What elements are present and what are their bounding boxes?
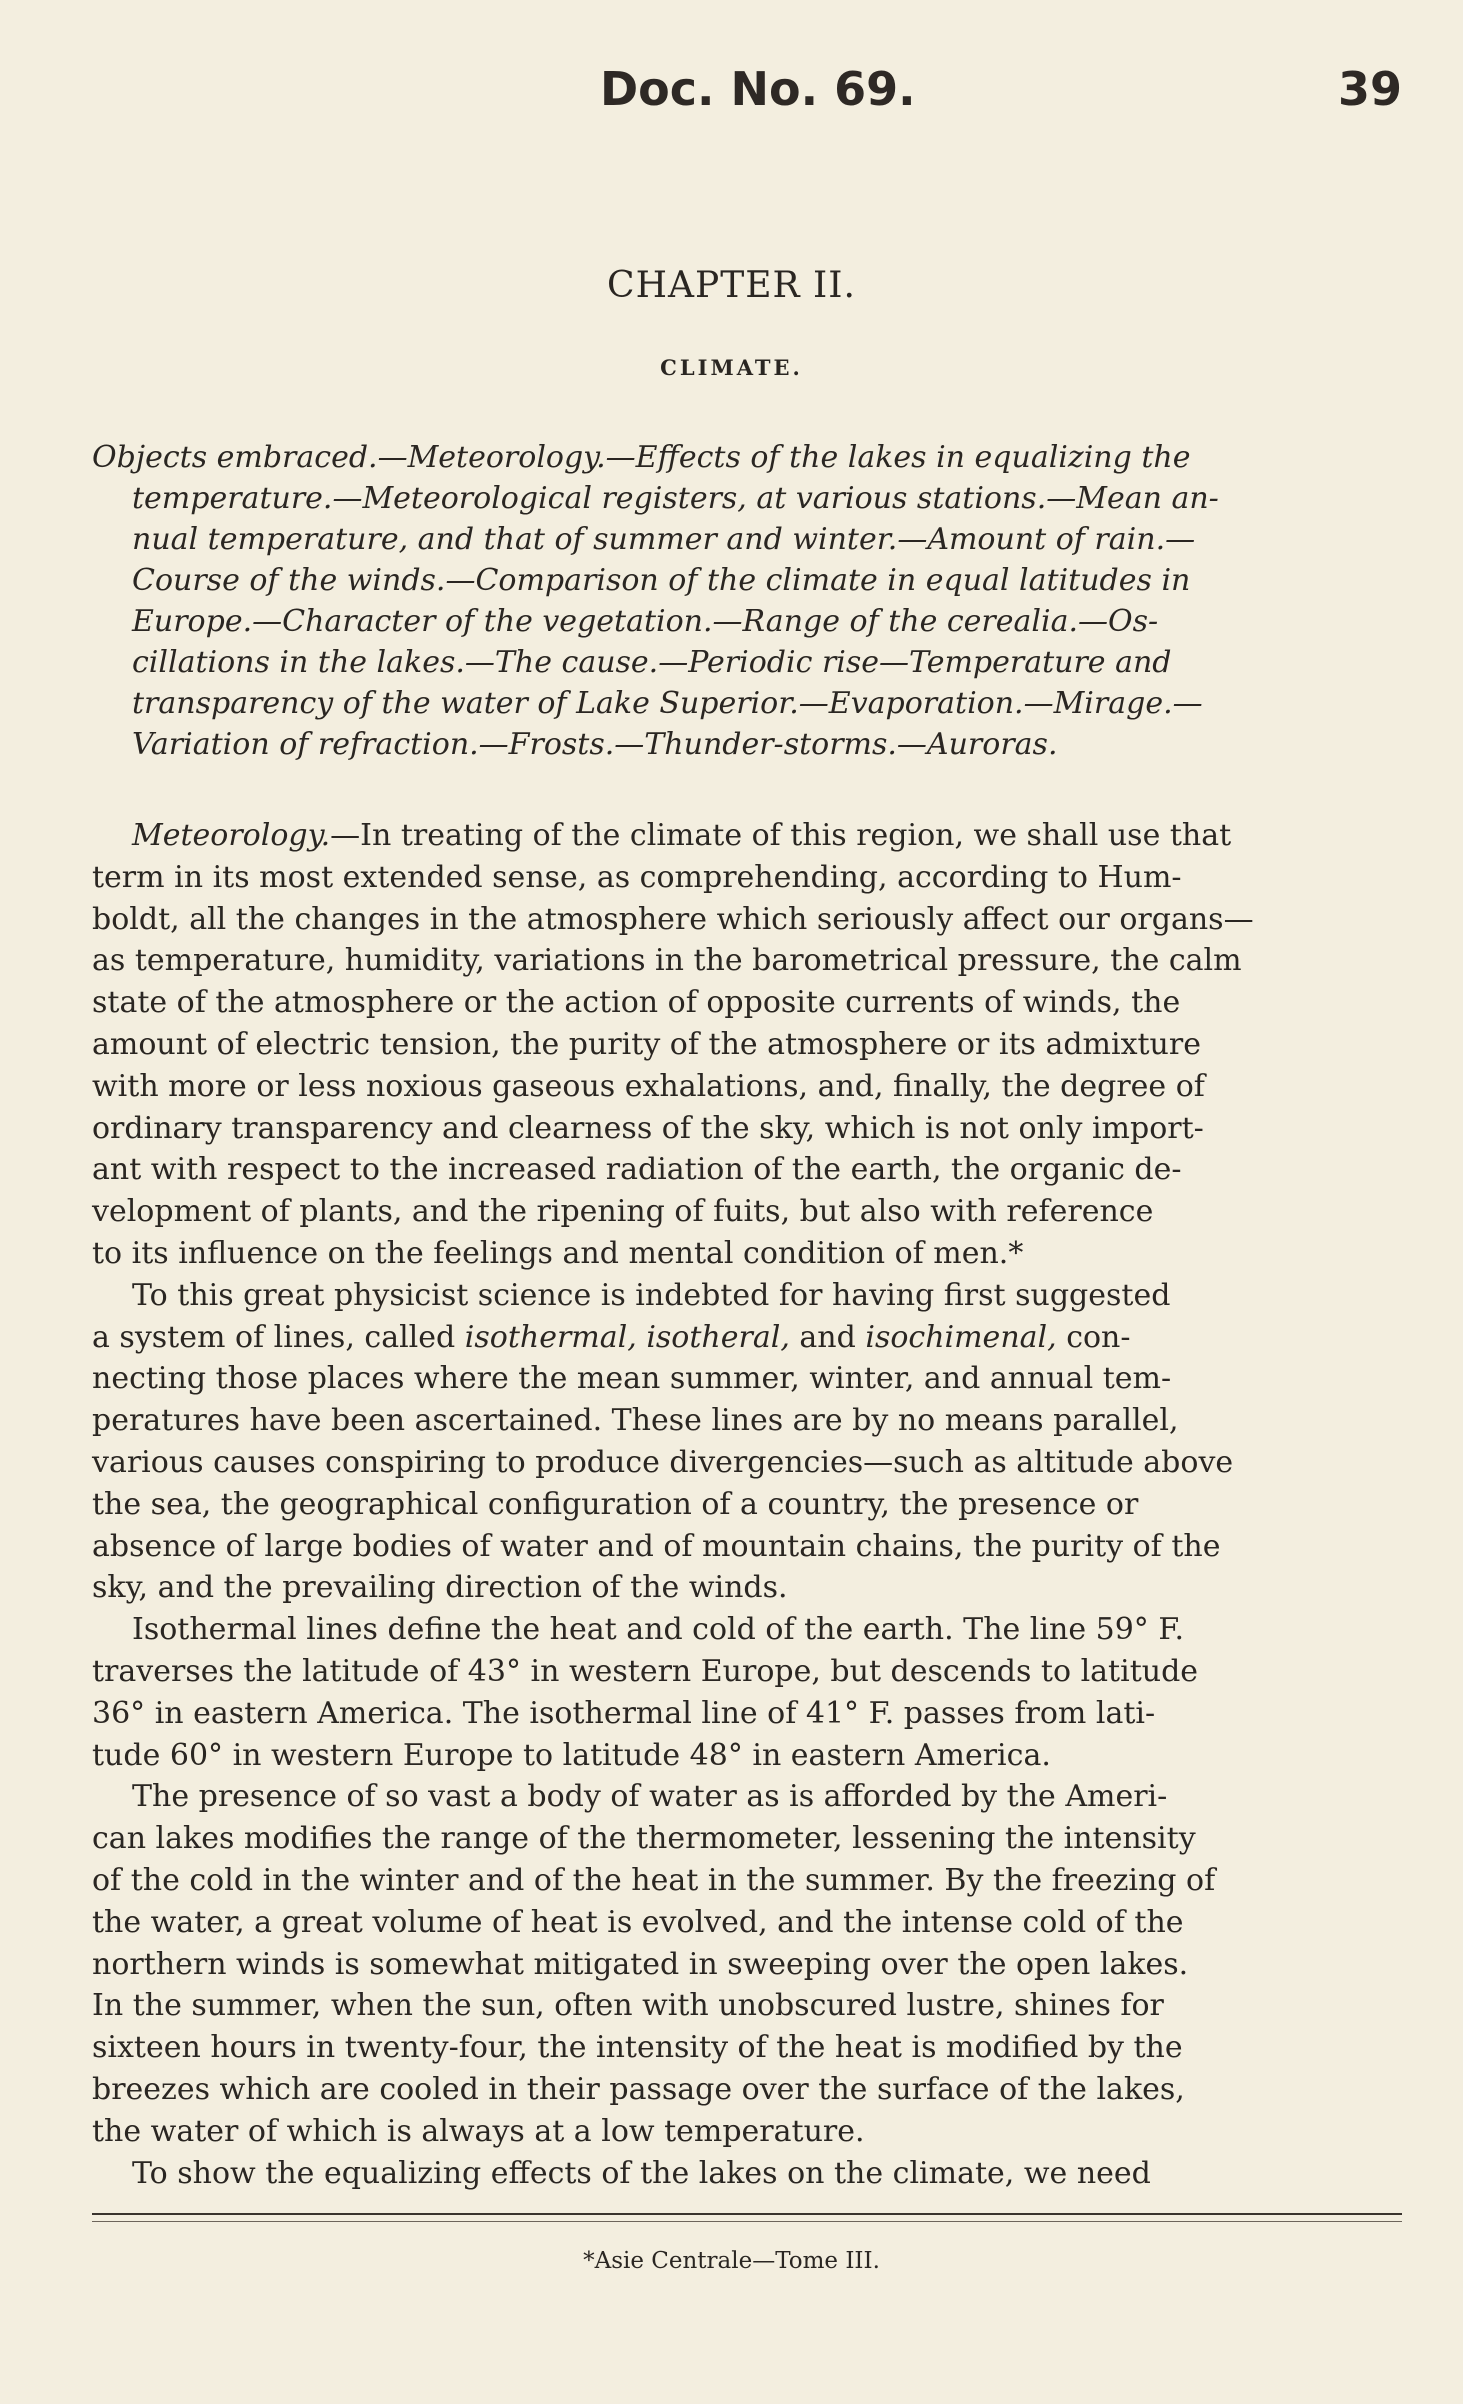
- chapter-title: CHAPTER II.: [607, 265, 856, 306]
- paragraph-line: northern winds is somewhat mitigated in sweeping over the open lakes.: [92, 1946, 1189, 1982]
- footnote-rule: [92, 2221, 1402, 2222]
- paragraph-line: absence of large bodies of water and of mountain chains, the purity of the: [92, 1528, 1221, 1564]
- footnote-rule: [92, 2213, 1402, 2215]
- paragraph-text: and: [789, 1319, 866, 1355]
- paragraph-line: term in its most extended sense, as comprehending, according to Hum-: [92, 859, 1182, 895]
- paragraph-line: To this great physicist science is indebted for having first suggested: [132, 1277, 1171, 1313]
- body-text: [92, 815, 1398, 2194]
- paragraph-line: of the cold in the winter and of the heat in the summer. By the freezing of: [92, 1862, 1216, 1898]
- paragraph-text: —In treating of the climate of this region, we shall use that: [330, 818, 1232, 853]
- synopsis-line: temperature.—Meteorological registers, at various stations.—Mean an-: [132, 481, 1219, 516]
- paragraph-line: as temperature, humidity, variations in the barometrical pressure, the calm: [92, 943, 1242, 979]
- document-number: Doc. No. 69.: [600, 62, 916, 116]
- paragraph-text: con-: [1056, 1319, 1131, 1355]
- paragraph-line: to its influence on the feelings and mental condition of men.*: [92, 1235, 1024, 1271]
- section-title: CLIMATE.: [660, 355, 803, 380]
- paragraph-line: [92, 1317, 1398, 1359]
- chapter-synopsis: [92, 437, 1394, 765]
- paragraph-line: can lakes modifies the range of the thermometer, lessening the intensity: [92, 1821, 1196, 1857]
- paragraph-line: necting those places where the mean summer, winter, and annual tem-: [92, 1361, 1172, 1397]
- paragraph-line: peratures have been ascertained. These lines are by no means parallel,: [92, 1403, 1179, 1439]
- paragraph-line: breezes which are cooled in their passage over the surface of the lakes,: [92, 2071, 1185, 2107]
- term-isochimenal: isochimenal,: [865, 1319, 1057, 1355]
- paragraph-line: ant with respect to the increased radiation of the earth, the organic de-: [92, 1152, 1182, 1188]
- synopsis-line: transparency of the water of Lake Superior.—Evaporation.—Mirage.—: [132, 686, 1203, 721]
- paragraph-line: Isothermal lines define the heat and cold of the earth. The line 59° F.: [132, 1612, 1184, 1648]
- paragraph-line: state of the atmosphere or the action of opposite currents of winds, the: [92, 985, 1181, 1021]
- paragraph-line: tude 60° in western Europe to latitude 48° in eastern America.: [92, 1737, 1051, 1773]
- synopsis-line: cillations in the lakes.—The cause.—Periodic rise—Temperature and: [132, 645, 1172, 680]
- paragraph-text: a system of lines, called: [92, 1319, 465, 1355]
- paragraph-line: [92, 815, 1398, 857]
- paragraph-line: The presence of so vast a body of water as is afforded by the Ameri-: [132, 1779, 1168, 1815]
- footnote: *Asie Centrale—Tome III.: [583, 2248, 880, 2274]
- paragraph-line: ordinary transparency and clearness of the sky, which is not only import-: [92, 1110, 1204, 1146]
- term-isothermal: isothermal,: [464, 1319, 637, 1355]
- paragraph-line: traverses the latitude of 43° in western Europe, but descends to latitude: [92, 1653, 1199, 1689]
- paragraph-line: various causes conspiring to produce divergencies—such as altitude above: [92, 1444, 1234, 1480]
- paragraph-line: 36° in eastern America. The isothermal line of 41° F. passes from lati-: [92, 1695, 1156, 1731]
- paragraph-line: velopment of plants, and the ripening of fuits, but also with reference: [92, 1194, 1154, 1230]
- paragraph-line: boldt, all the changes in the atmosphere which seriously affect our organs—: [92, 901, 1254, 937]
- paragraph-line: with more or less noxious gaseous exhalations, and, finally, the degree of: [92, 1068, 1205, 1104]
- paragraph-line: the water of which is always at a low temperature.: [92, 2113, 865, 2149]
- paragraph-line: the water, a great volume of heat is evolved, and the intense cold of the: [92, 1904, 1184, 1940]
- page-number: 39: [1338, 62, 1403, 116]
- paragraph-line: the sea, the geographical configuration of a country, the presence or: [92, 1486, 1139, 1522]
- running-head: [0, 62, 1463, 132]
- paragraph-line: sky, and the prevailing direction of the winds.: [92, 1570, 788, 1606]
- synopsis-line: nual temperature, and that of summer and winter.—Amount of rain.—: [132, 522, 1196, 557]
- term-isotheral: isotheral,: [646, 1319, 790, 1355]
- synopsis-line: Objects embraced.—Meteorology.—Effects of the lakes in equalizing the: [92, 440, 1191, 475]
- paragraph-line: amount of electric tension, the purity of the atmosphere or its admixture: [92, 1026, 1201, 1062]
- meteorology-lead: Meteorology.: [132, 818, 331, 853]
- synopsis-line: Variation of refraction.—Frosts.—Thunder-storms.—Auroras.: [132, 727, 1058, 762]
- paragraph-line: sixteen hours in twenty-four, the intensity of the heat is modified by the: [92, 2030, 1183, 2066]
- synopsis-line: Course of the winds.—Comparison of the climate in equal latitudes in: [132, 563, 1191, 598]
- paragraph-line: To show the equalizing effects of the lakes on the climate, we need: [132, 2155, 1151, 2191]
- paragraph-line: In the summer, when the sun, often with unobscured lustre, shines for: [92, 1988, 1164, 2024]
- synopsis-line: Europe.—Character of the vegetation.—Range of the cerealia.—Os-: [132, 604, 1159, 639]
